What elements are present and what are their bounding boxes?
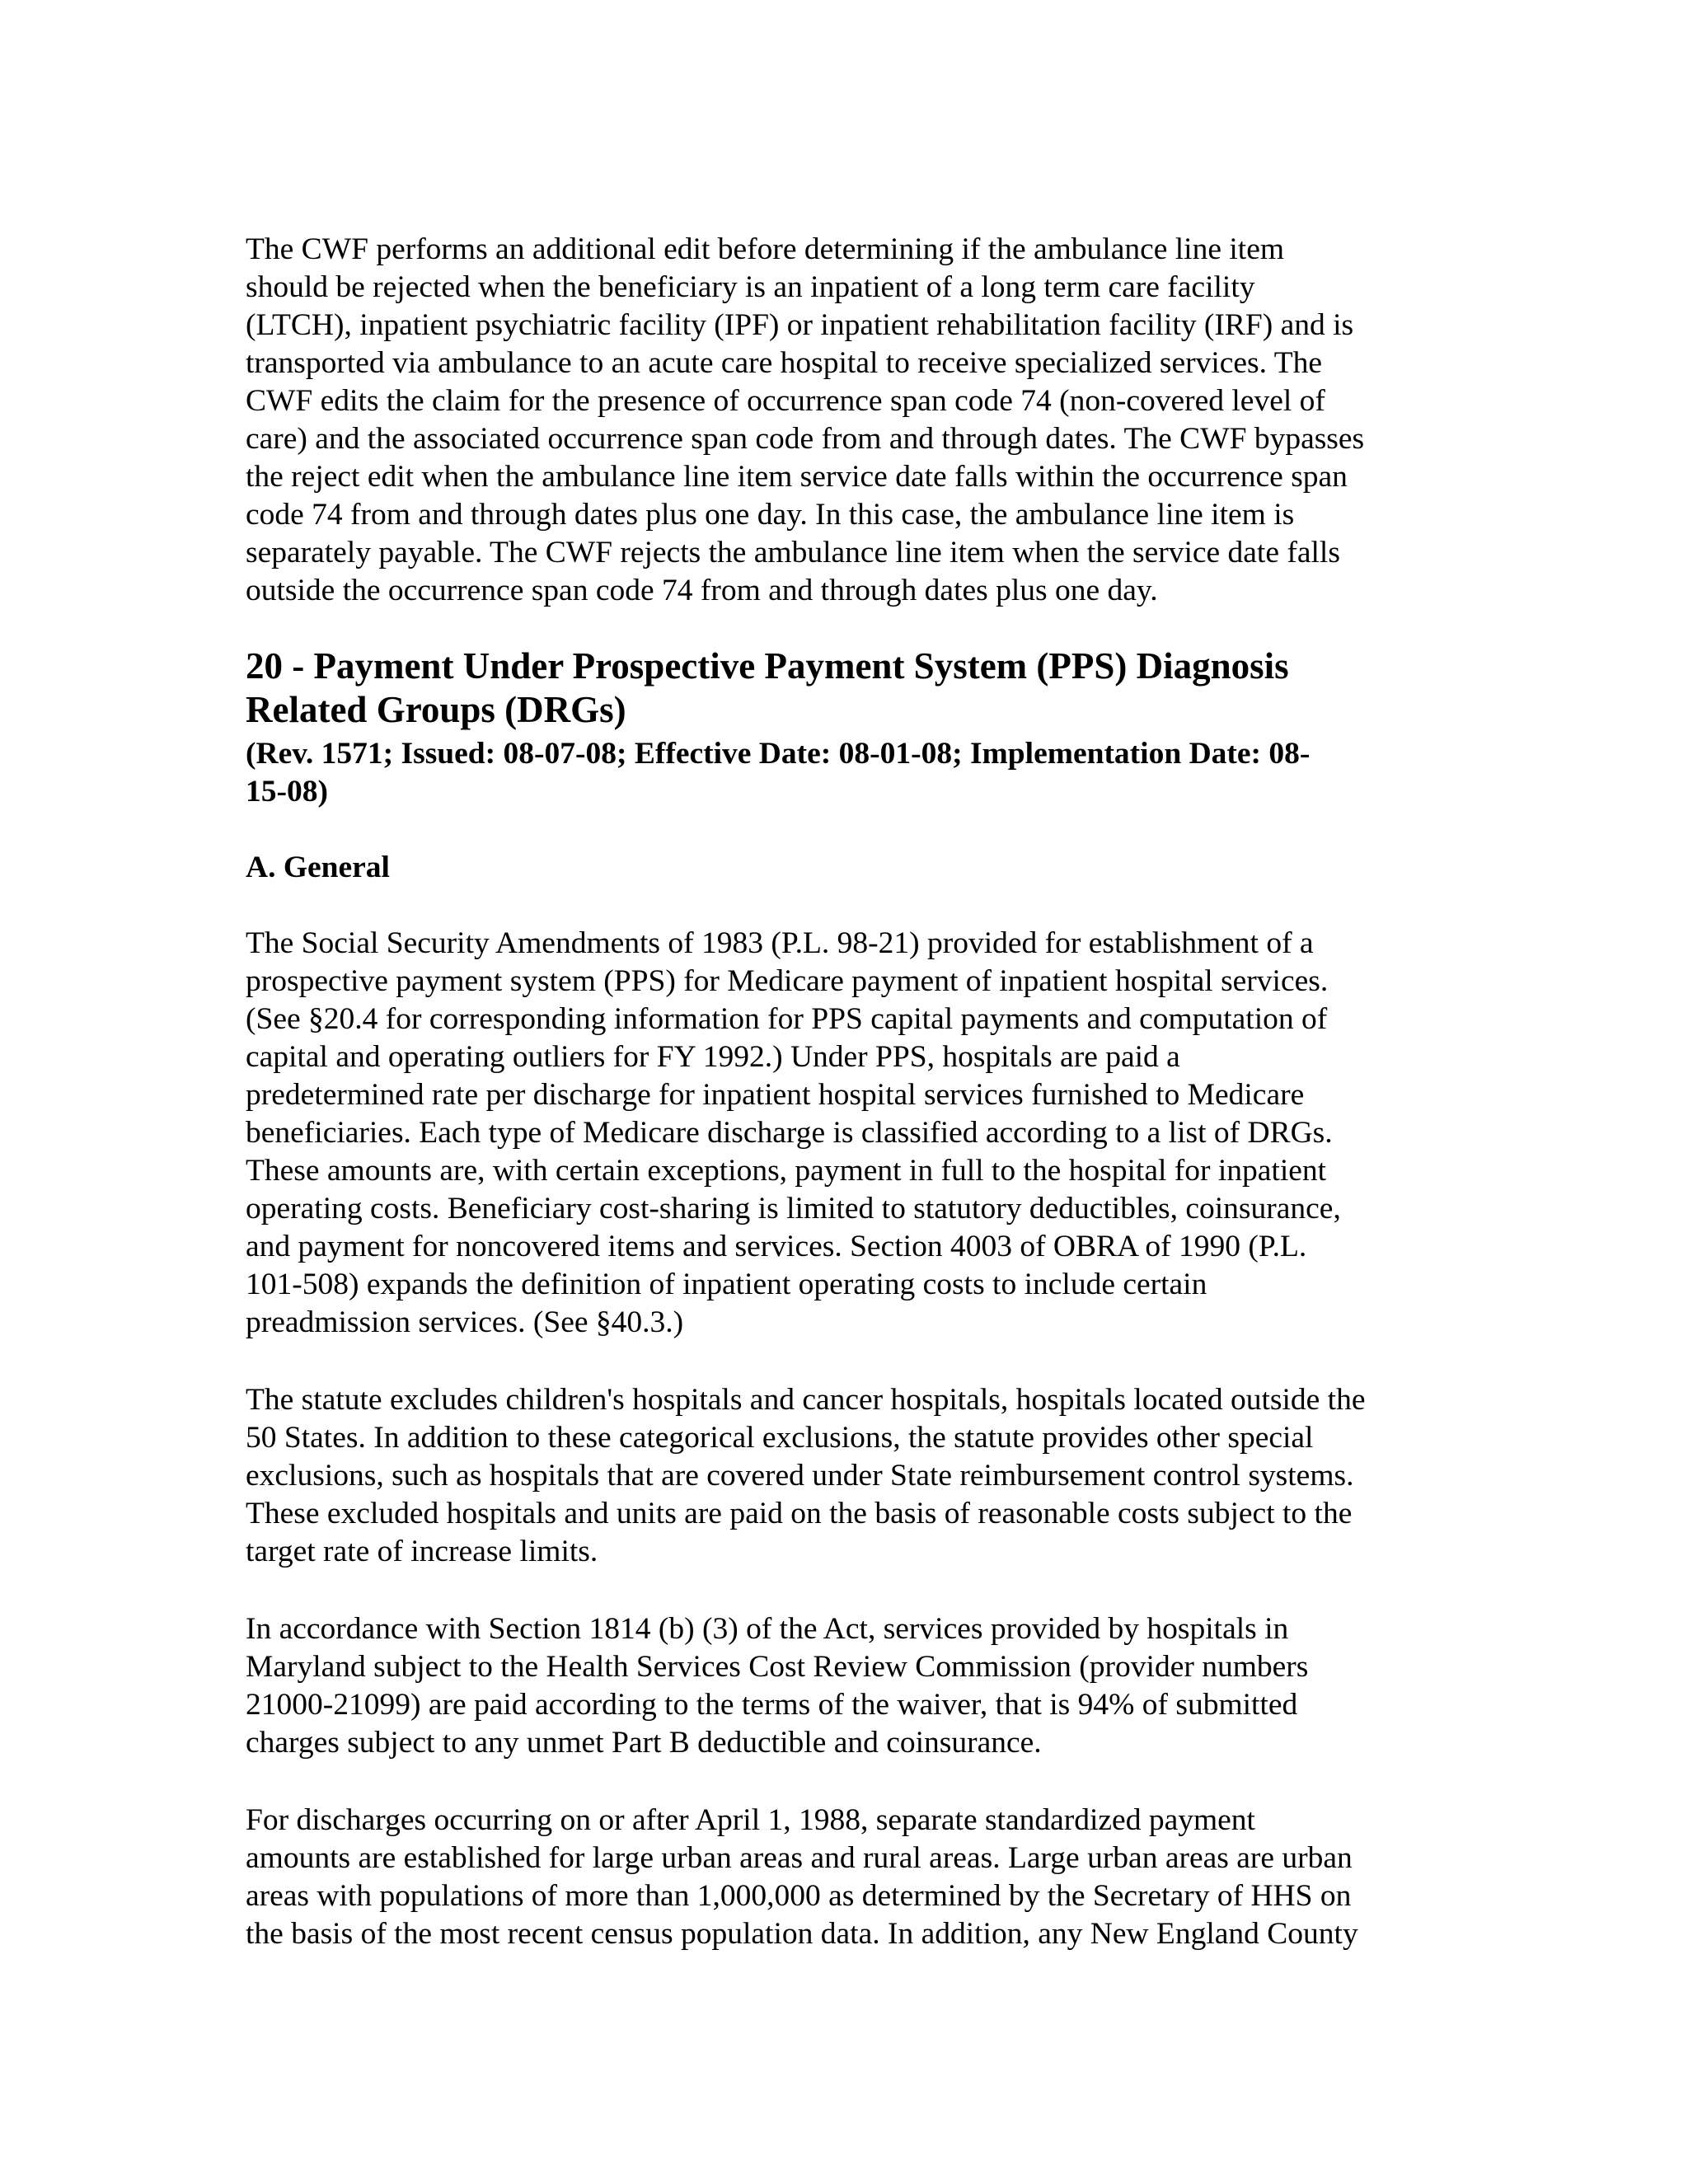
text-line: The CWF performs an additional edit before determining if the ambulance line item: [246, 232, 1285, 266]
text-line: outside the occurrence span code 74 from and through dates plus one day.: [246, 574, 1158, 607]
text-line: For discharges occurring on or after April 1, 1988, separate standardized payment: [246, 1803, 1255, 1837]
text-line: amounts are established for large urban areas and rural areas. Large urban areas are urban: [246, 1841, 1353, 1875]
text-line: separately payable. The CWF rejects the ambulance line item when the service date falls: [246, 536, 1340, 569]
text-line: 50 States. In addition to these categorical exclusions, the statute provides other special: [246, 1421, 1314, 1455]
text-line: the reject edit when the ambulance line item service date falls within the occurrence span: [246, 460, 1348, 494]
text-line: charges subject to any unmet Part B deductible and coinsurance.: [246, 1726, 1042, 1760]
paragraph-maryland: [246, 1610, 1308, 1762]
text-line: transported via ambulance to an acute care hospital to receive specialized services. The: [246, 346, 1322, 380]
text-line: 21000-21099) are paid according to the terms of the waiver, that is 94% of submitted: [246, 1688, 1298, 1722]
text-line: target rate of increase limits.: [246, 1535, 598, 1568]
text-line: exclusions, such as hospitals that are covered under State reimbursement control systems.: [246, 1459, 1354, 1493]
subsection-heading: [246, 849, 390, 887]
paragraph-general: [246, 925, 1341, 1342]
text-line: In accordance with Section 1814 (b) (3) of the Act, services provided by hospitals in: [246, 1612, 1289, 1646]
text-line: care) and the associated occurrence span code from and through dates. The CWF bypasses: [246, 422, 1365, 456]
text-line: prospective payment system (PPS) for Medicare payment of inpatient hospital services.: [246, 964, 1329, 998]
heading-line: Related Groups (DRGs): [246, 689, 626, 730]
heading-line: 20 - Payment Under Prospective Payment System (PPS) Diagnosis: [246, 645, 1289, 687]
text-line: (See §20.4 for corresponding information for PPS capital payments and computation of: [246, 1002, 1328, 1036]
text-line: code 74 from and through dates plus one day. In this case, the ambulance line item is: [246, 498, 1295, 532]
subheading-text: A. General: [246, 851, 390, 884]
paragraph-urban-rural: [246, 1802, 1358, 1953]
text-line: should be rejected when the beneficiary is an inpatient of a long term care facility: [246, 270, 1255, 304]
text-line: preadmission services. (See §40.3.): [246, 1305, 684, 1339]
text-line: capital and operating outliers for FY 1992.) Under PPS, hospitals are paid a: [246, 1040, 1180, 1074]
text-line: beneficiaries. Each type of Medicare discharge is classified according to a list of DRGs.: [246, 1116, 1333, 1150]
text-line: These excluded hospitals and units are paid on the basis of reasonable costs subject to the: [246, 1497, 1353, 1530]
text-line: predetermined rate per discharge for inpatient hospital services furnished to Medicare: [246, 1078, 1305, 1112]
paragraph-exclusions: [246, 1381, 1365, 1571]
text-line: The statute excludes children's hospitals and cancer hospitals, hospitals located outside the: [246, 1383, 1366, 1417]
text-line: and payment for noncovered items and services. Section 4003 of OBRA of 1990 (P.L.: [246, 1230, 1307, 1263]
section-heading: [246, 644, 1289, 732]
text-line: the basis of the most recent census population data. In addition, any New England County: [246, 1917, 1358, 1951]
revision-note: [246, 735, 1310, 811]
text-line: (LTCH), inpatient psychiatric facility (IPF) or inpatient rehabilitation facility (IRF) and is: [246, 308, 1354, 342]
text-line: CWF edits the claim for the presence of occurrence span code 74 (non-covered level of: [246, 384, 1325, 418]
paragraph-cwf-edit: [246, 231, 1364, 610]
text-line: The Social Security Amendments of 1983 (P.L. 98-21) provided for establishment of a: [246, 926, 1314, 960]
text-line: These amounts are, with certain exceptions, payment in full to the hospital for inpatient: [246, 1154, 1327, 1188]
text-line: 101-508) expands the definition of inpatient operating costs to include certain: [246, 1268, 1207, 1301]
text-line: Maryland subject to the Health Services Cost Review Commission (provider numbers: [246, 1650, 1309, 1684]
text-line: operating costs. Beneficiary cost-sharing is limited to statutory deductibles, coinsurance,: [246, 1192, 1341, 1226]
revision-line: (Rev. 1571; Issued: 08-07-08; Effective Date: 08-01-08; Implementation Date: 08-: [246, 737, 1311, 771]
text-line: areas with populations of more than 1,000,000 as determined by the Secretary of HHS on: [246, 1879, 1352, 1913]
revision-line: 15-08): [246, 775, 328, 808]
